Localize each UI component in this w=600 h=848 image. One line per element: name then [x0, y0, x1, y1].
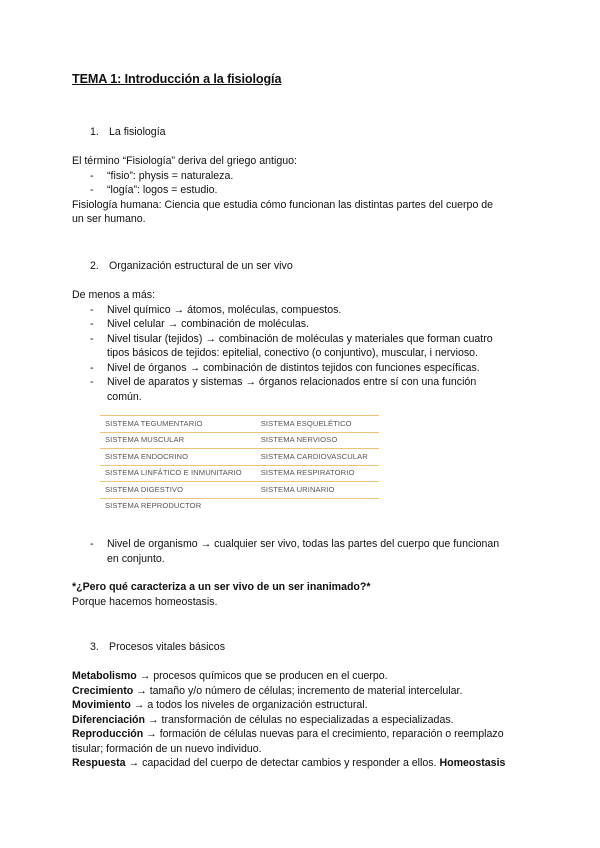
table-cell: SISTEMA RESPIRATORIO: [256, 465, 379, 482]
list-item: Nivel de organismo → cualquier ser vivo, todas las partes del cuerpo que funcionan: [107, 538, 500, 550]
process-item: [72, 684, 462, 699]
bullet-dash: -: [90, 184, 94, 196]
process-item: [72, 713, 454, 728]
list-item: Nivel celular → combinación de moléculas.: [107, 318, 309, 330]
process-desc: → procesos químicos que se producen en el cuerpo.: [136, 670, 388, 682]
section-2-number: 2.: [90, 260, 99, 272]
systems-table: [100, 415, 379, 515]
list-item-continuation: común.: [107, 390, 142, 403]
process-term: Diferenciación: [72, 713, 146, 726]
process-desc: → formación de células nuevas para el crecimiento, reparación o reemplazo: [143, 728, 504, 740]
table-cell: SISTEMA ESQUELÉTICO: [256, 416, 379, 433]
table-row: [100, 482, 379, 499]
table-cell: [256, 498, 379, 514]
process-term: Reproducción: [72, 728, 144, 740]
process-term: Respuesta: [72, 757, 126, 769]
table-cell: SISTEMA CARDIOVASCULAR: [256, 449, 379, 466]
process-term: Metabolismo: [72, 670, 137, 682]
process-item-continuation: [72, 742, 262, 757]
bullet-dash: -: [90, 169, 94, 182]
list-item: Nivel tisular (tejidos) → combinación de moléculas y materiales que forman cuatro: [107, 332, 493, 345]
table-row: [100, 416, 379, 433]
table-row: [100, 449, 379, 466]
bullet-dash: -: [90, 538, 94, 550]
section-1-number: 1.: [90, 126, 99, 138]
bullet-dash: -: [90, 332, 94, 345]
list-item: Nivel químico → átomos, moléculas, compuestos.: [107, 303, 342, 316]
process-term: Crecimiento: [72, 684, 134, 697]
definition-line: un ser humano.: [72, 213, 146, 225]
bullet-dash: -: [90, 318, 94, 330]
section-1-title: La fisiología: [109, 126, 166, 138]
definition-line: Fisiología humana: Ciencia que estudia cómo funcionan las distintas partes del cuerpo de: [72, 198, 494, 211]
process-desc: tisular; formación de un nuevo individuo.: [72, 742, 262, 755]
process-item: [72, 727, 504, 742]
table-cell: SISTEMA REPRODUCTOR: [105, 501, 202, 511]
section-2-intro: De menos a más:: [72, 289, 156, 301]
process-item: [72, 756, 505, 771]
table-row: [100, 432, 379, 449]
process-item: [72, 698, 368, 713]
bullet-dash: -: [90, 303, 94, 316]
list-item-continuation: tipos básicos de tejidos: epitelial, conectivo (o conjuntivo), muscular, i nervioso.: [107, 347, 478, 359]
process-desc: → a todos los niveles de organización estructural.: [130, 699, 368, 711]
list-item: “fisio”: physis = naturaleza.: [107, 169, 234, 182]
list-item: Nivel de aparatos y sistemas → órganos relacionados entre sí con una función: [107, 376, 477, 388]
table-cell: SISTEMA ENDOCRINO: [100, 449, 256, 466]
section-3-number: 3.: [90, 641, 99, 653]
process-desc: → tamaño y/o número de células; incremento de material intercelular.: [133, 684, 463, 697]
section-3-heading: [90, 640, 225, 655]
process-desc: → capacidad del cuerpo de detectar cambios y responder a ellos.: [125, 757, 440, 769]
process-desc: → transformación de células no especializadas a especializadas.: [145, 713, 454, 726]
section-2-title: Organización estructural de un ser vivo: [109, 260, 293, 272]
question-answer: Porque hacemos homeostasis.: [72, 596, 218, 608]
table-cell: SISTEMA TEGUMENTARIO: [100, 416, 256, 433]
table-cell: SISTEMA DIGESTIVO: [100, 482, 256, 499]
section-1-intro: El término “Fisiología” deriva del griego antiguo:: [72, 155, 297, 167]
list-item-continuation: en conjunto.: [107, 552, 165, 565]
table-row: [100, 465, 379, 482]
table-cell: SISTEMA NERVIOSO: [256, 432, 379, 449]
table-cell: SISTEMA URINARIO: [256, 482, 379, 499]
question-text: *¿Pero qué caracteriza a un ser vivo de un ser inanimado?*: [72, 581, 371, 593]
process-term: Movimiento: [72, 699, 131, 711]
page-title: TEMA 1: Introducción a la fisiología: [72, 72, 282, 86]
section-2-heading: [90, 259, 293, 274]
process-item: [72, 669, 388, 684]
table-cell: SISTEMA LINFÁTICO E INMUNITARIO: [100, 465, 256, 482]
bullet-dash: -: [90, 376, 94, 388]
process-trailing-term: Homeostasis: [439, 757, 506, 769]
table-cell: SISTEMA MUSCULAR: [100, 432, 256, 449]
list-item: “logía”: logos = estudio.: [107, 184, 218, 196]
table-row: [100, 498, 379, 514]
section-1-heading: [90, 125, 166, 140]
section-3-title: Procesos vitales básicos: [109, 641, 225, 653]
list-item: Nivel de órganos → combinación de distintos tejidos con funciones específicas.: [107, 361, 480, 374]
bullet-dash: -: [90, 361, 94, 374]
